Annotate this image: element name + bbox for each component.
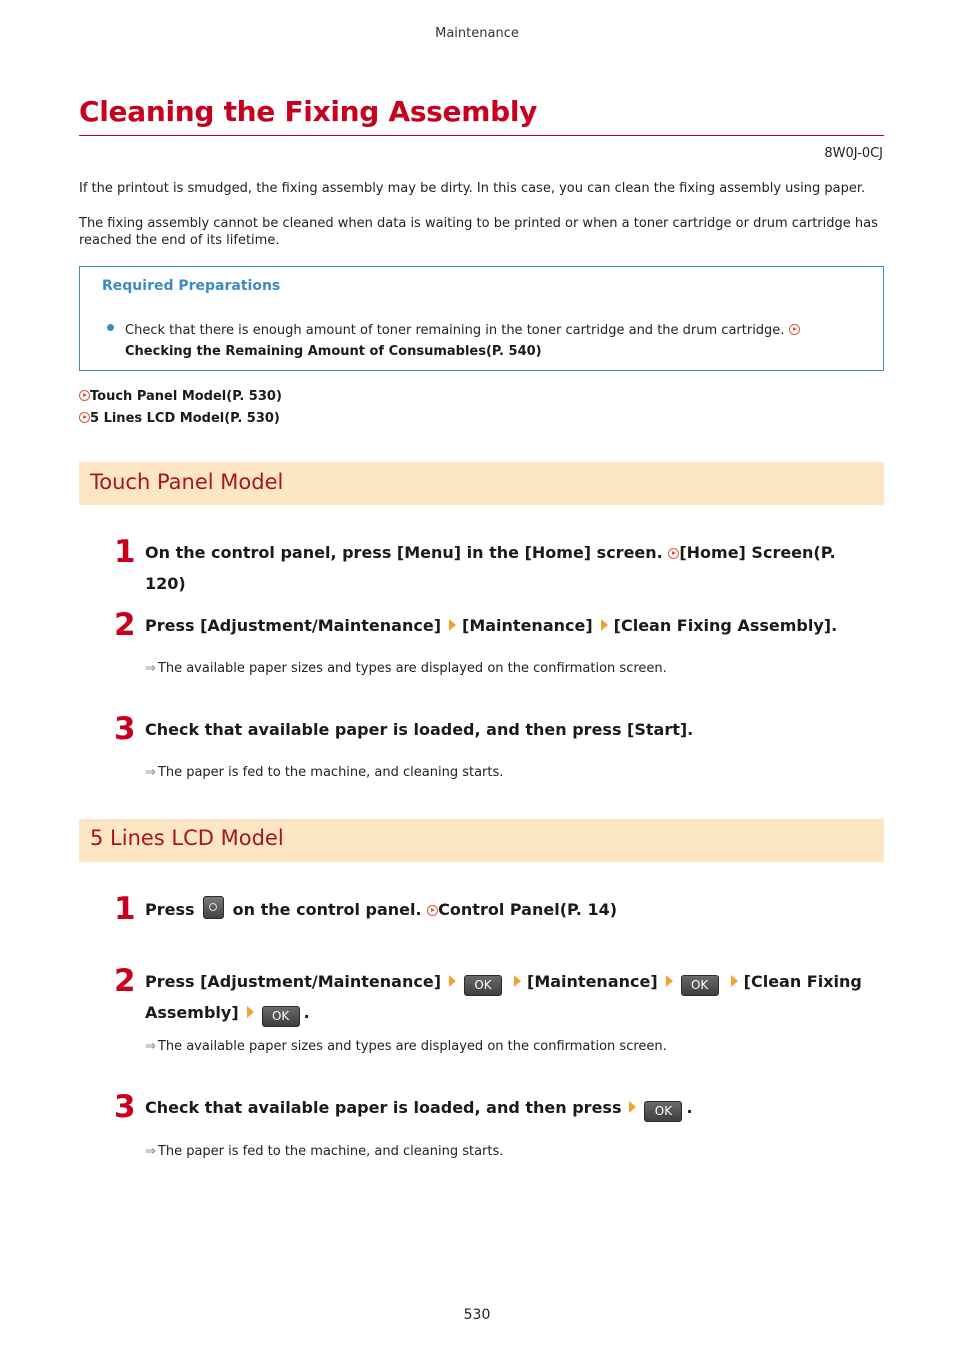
step-text: Check that available paper is loaded, and then press [Start]. [145, 720, 694, 739]
result-arrow-icon: ⇒ [145, 765, 155, 780]
arrow-right-icon [731, 975, 738, 987]
arrow-right-icon [247, 1006, 254, 1018]
control-panel-link[interactable]: Control Panel(P. 14) [438, 900, 618, 919]
step-number: 1 [114, 891, 136, 927]
ok-key-icon: OK [681, 975, 719, 996]
ok-key-icon: OK [644, 1101, 682, 1122]
arrow-right-icon [514, 975, 521, 987]
toc-link-label: 5 Lines LCD Model(P. 530) [90, 411, 280, 426]
step-instruction: . [686, 1098, 693, 1117]
intro-paragraph-1: If the printout is smudged, the fixing assembly may be dirty. In this case, you can clean the fixing assembly using paper. [79, 181, 866, 196]
link-arrow-icon [668, 548, 679, 559]
bullet-icon [107, 324, 114, 331]
ok-key-icon: OK [262, 1006, 300, 1027]
running-header: Maintenance [435, 26, 519, 41]
arrow-right-icon [629, 1101, 636, 1113]
menu-path-part: [Maintenance] [527, 972, 658, 991]
step-number: 3 [114, 1089, 136, 1125]
step-instruction: On the control panel, press [Menu] in the [Home] screen. [145, 543, 663, 562]
link-arrow-icon[interactable] [789, 324, 800, 335]
menu-path-part: [Clean Fixing Assembly]. [613, 616, 838, 635]
document-code: 8W0J-0CJ [824, 146, 883, 161]
consumables-link[interactable]: Checking the Remaining Amount of Consumables(P. 540) [125, 344, 542, 359]
step-instruction: Check that available paper is loaded, and then press [145, 1098, 622, 1117]
step-text [145, 537, 865, 599]
section-title-lcd: 5 Lines LCD Model [90, 826, 284, 850]
toc-link-label: Touch Panel Model(P. 530) [90, 389, 282, 404]
step-result [145, 1039, 667, 1054]
toc-link-touch-panel[interactable] [79, 389, 282, 404]
result-arrow-icon: ⇒ [145, 661, 155, 676]
required-preparations-title: Required Preparations [102, 278, 281, 294]
arrow-right-icon [449, 619, 456, 631]
menu-path-part: . [303, 1003, 310, 1022]
page-number: 530 [463, 1307, 491, 1323]
result-arrow-icon: ⇒ [145, 1039, 155, 1054]
toc-link-lcd[interactable] [79, 411, 280, 426]
intro-paragraph-2: The fixing assembly cannot be cleaned when data is waiting to be printed or when a toner cartridge or drum cartridge has reached the end of its lifetime. [79, 216, 878, 248]
result-text: The paper is fed to the machine, and cleaning starts. [157, 765, 504, 780]
step-text [145, 894, 865, 925]
step-result [145, 765, 503, 780]
arrow-right-icon [666, 975, 673, 987]
arrow-right-icon [449, 975, 456, 987]
step-text [145, 610, 865, 641]
step-text [145, 1092, 865, 1123]
step-result [145, 1144, 503, 1159]
ok-key-icon: OK [464, 975, 502, 996]
step-number: 2 [114, 607, 136, 643]
step-instruction: Press [145, 900, 195, 919]
step-result [145, 661, 667, 676]
arrow-right-icon [601, 619, 608, 631]
step-instruction: on the control panel. [232, 900, 422, 919]
page-title: Cleaning the Fixing Assembly [79, 95, 538, 128]
section-title-touch-panel: Touch Panel Model [90, 470, 284, 494]
title-rule [79, 135, 884, 136]
link-arrow-icon [427, 905, 438, 916]
menu-path-part: Press [Adjustment/Maintenance] [145, 616, 442, 635]
menu-key-icon [203, 896, 224, 919]
step-number: 2 [114, 963, 136, 999]
step-number: 1 [114, 534, 136, 570]
step-number: 3 [114, 711, 136, 747]
link-arrow-icon [79, 412, 90, 423]
menu-path-part: [Clean Fixing [743, 972, 862, 991]
result-arrow-icon: ⇒ [145, 1144, 155, 1159]
menu-path-part: Assembly] [145, 1003, 239, 1022]
preparation-item [125, 320, 855, 362]
result-text: The paper is fed to the machine, and cleaning starts. [157, 1144, 504, 1159]
result-text: The available paper sizes and types are displayed on the confirmation screen. [157, 661, 667, 676]
menu-path-part: [Maintenance] [462, 616, 593, 635]
result-text: The available paper sizes and types are displayed on the confirmation screen. [157, 1039, 667, 1054]
link-arrow-icon [79, 390, 90, 401]
home-screen-link[interactable]: [Home] Screen(P. 120) [145, 543, 836, 593]
menu-path-part: Press [Adjustment/Maintenance] [145, 972, 442, 991]
preparation-item-text: Check that there is enough amount of toner remaining in the toner cartridge and the drum cartridge. [125, 323, 785, 338]
step-text [145, 966, 865, 1028]
